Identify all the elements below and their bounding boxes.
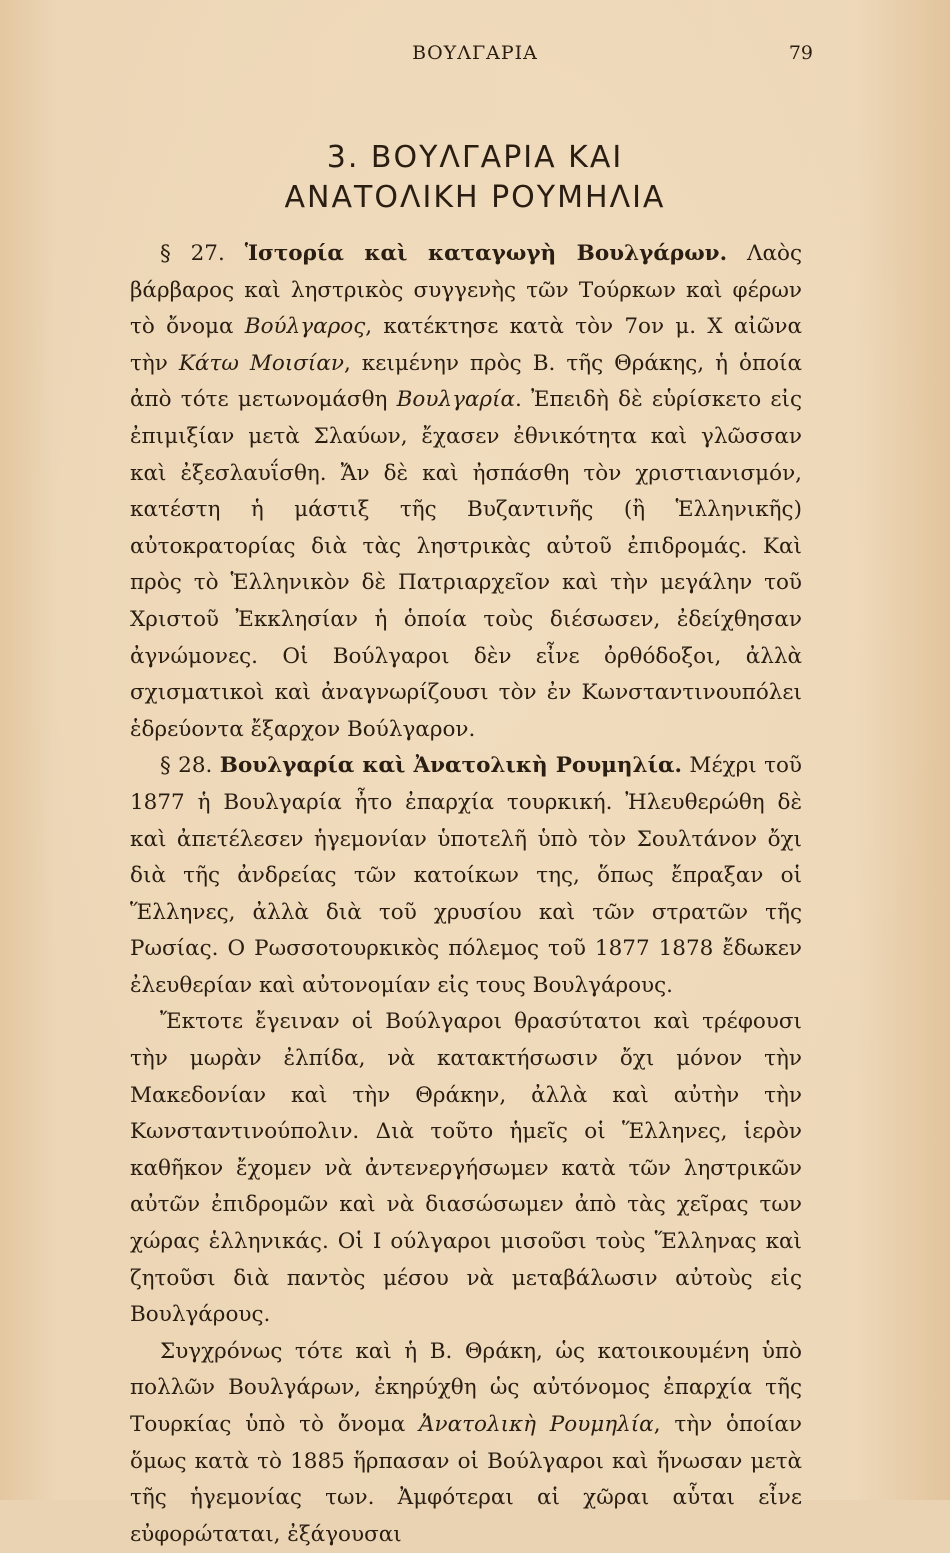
running-title: ΒΟΥΛΓΑΡΙΑ (412, 42, 538, 64)
chapter-title-line-1: 3. ΒΟΥΛΓΑΡΙΑ ΚΑΙ (326, 140, 624, 175)
chapter-title-line-2: ΑΝΑΤΟΛΙΚΗ ΡΟΥΜΗΛΙΑ (284, 180, 666, 215)
running-head (0, 42, 950, 72)
section-text: , κειμένην πρὸς Β. τῆς Θράκης, ἡ ὁποία ἀπὸ τότε μετωνομάσθη (130, 350, 802, 413)
section-28-paragraph (130, 748, 802, 1004)
italic-term: Ἀνατολικὴ Ρουμηλία (419, 1412, 654, 1437)
section-number: § 27. (160, 241, 225, 266)
chapter-title (0, 138, 950, 218)
italic-term: Βουλγαρία (396, 387, 516, 413)
paragraph-text: Συγχρόνως τότε καὶ ἡ Β. Θράκη, ὡς κατοικουμένη ὑπὸ πολλῶν Βουλγάρων, ἐκηρύχθη ὡς αὐτόνομος ἐπαρχία τῆς Τουρκίας ὑπὸ τὸ ὄνομα (130, 1338, 802, 1437)
body-text (130, 236, 802, 1553)
page-number: 79 (788, 42, 813, 64)
section-title: Ἱστορία καὶ καταγωγὴ Βουλγάρων. (244, 241, 728, 266)
italic-term: Βούλγαρος (244, 314, 366, 340)
paragraph-text: , τὴν ὁποίαν ὅμως κατὰ τὸ 1885 ἥρπασαν οἱ Βούλγαροι καὶ ἥνωσαν μετὰ τῆς ἡγεμονίας των. Ἀμφότεραι αἱ χῶραι αὗται εἶνε εὐφορώταται, ἐξάγουσαι (130, 1412, 802, 1547)
paragraph-4 (130, 1334, 802, 1553)
section-text: . Ἐπειδὴ δὲ εὑρίσκετο εἰς ἐπιμιξίαν μετὰ Σλαύων, ἔχασεν ἐθνικότητα καὶ γλῶσσαν καὶ ἐξεσλαυΐσθη. Ἄν δὲ καὶ ἠσπάσθη τὸν χριστιανισμόν, κατέστη ἡ μάστιξ τῆς Βυζαντινῆς (ἢ Ἑλληνικῆς) αὐτοκρατορίας διὰ τὰς ληστρικὰς αὐτοῦ ἐπιδρομάς. Καὶ πρὸς τὸ Ἑλληνικὸν δὲ Πατριαρχεῖον καὶ τὴν μεγάλην τοῦ Χριστοῦ Ἐκκλησίαν ἡ ὁποία τοὺς διέσωσεν, ἐδείχθησαν ἀγνώμονες. Οἱ Βούλγαροι δὲν εἶνε ὀρθόδοξοι, ἀλλὰ σχισματικοὶ καὶ ἀναγνωρίζουσι τὸν ἐν Κωνσταντινουπόλει ἑδρεύοντα ἔξαρχον Βούλγαρον. (130, 387, 802, 742)
paragraph-3: Ἔκτοτε ἔγειναν οἱ Βούλγαροι θρασύτατοι καὶ τρέφουσι τὴν μωρὰν ἐλπίδα, νὰ κατακτήσωσιν ὄχι μόνον τὴν Μακεδονίαν καὶ τὴν Θράκην, ἀλλὰ καὶ αὐτὴν τὴν Κωνσταντινούπολιν. Διὰ τοῦτο ἡμεῖς οἱ Ἕλληνες, ἱερὸν καθῆκον ἔχομεν νὰ ἀντενεργήσωμεν κατὰ τῶν ληστρικῶν αὐτῶν ἐπιδρομῶν καὶ νὰ διασώσωμεν ἀπὸ τὰς χεῖρας των χώρας ἑλληνικάς. Οἱ Ι ούλγαροι μισοῦσι τοὺς Ἕλληνας καὶ ζητοῦσι διὰ παντὸς μέσου νὰ μεταβάλωσιν αὐτοὺς εἰς Βουλγάρους. (130, 1009, 802, 1328)
section-text: Λαὸς βάρβαρος καὶ ληστρικὸς συγγενὴς τῶν Τούρκων καὶ φέρων τὸ ὄνομα (130, 241, 802, 340)
section-text: , κατέκτησε κατὰ τὸν 7ον μ. Χ αἰῶνα τὴν (130, 314, 802, 376)
section-text: Μέχρι τοῦ 1877 ἡ Βουλγαρία ἦτο ἐπαρχία τουρκική. Ἠλευθερώθη δὲ καὶ ἀπετέλεσεν ἡγεμονίαν ὑποτελῆ ὑπὸ τὸν Σουλτάνον ὄχι διὰ τῆς ἀνδρείας τῶν κατοίκων της, ὅπως ἔπραξαν οἱ Ἕλληνες, ἀλλὰ διὰ τοῦ χρυσίου καὶ τῶν στρατῶν τῆς Ρωσίας. Ο Ρωσσοτουρκικὸς πόλεμος τοῦ 1877 1878 ἔδωκεν ἐλευθερίαν καὶ αὐτονομίαν εἰς τους Βουλγάρους. (130, 753, 802, 998)
section-number: § 28. (160, 753, 213, 779)
section-27-paragraph (130, 236, 802, 748)
italic-term: Κάτω Μοισίαν (178, 350, 344, 376)
section-title: Βουλγαρία καὶ Ἀνατολικὴ Ρουμηλία. (219, 753, 683, 779)
